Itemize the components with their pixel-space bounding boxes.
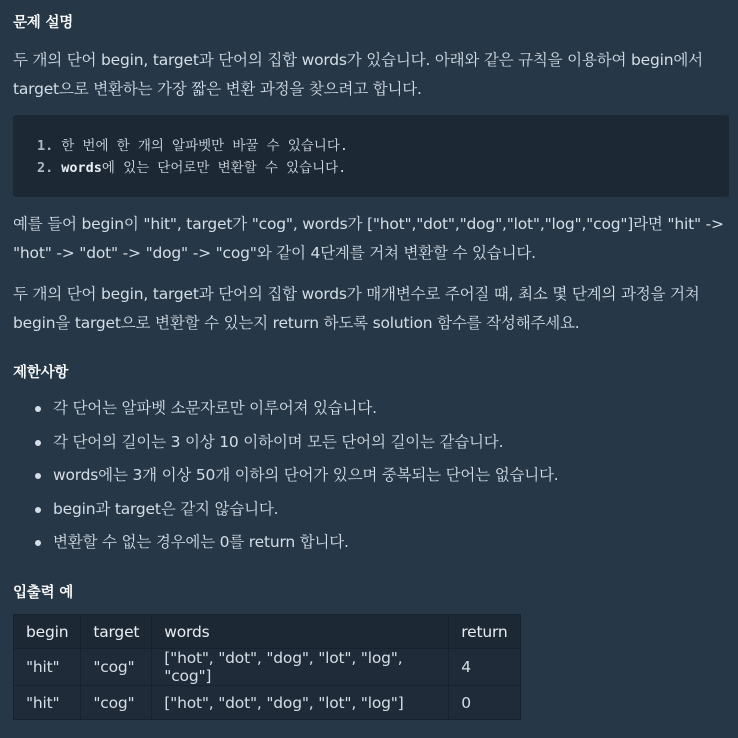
cell-return: 0 [449, 686, 520, 720]
io-example-table [13, 614, 521, 720]
task-line-1: 두 개의 단어 begin, target과 단어의 집합 words가 매개변수로 주어질 때, 최소 몇 단계의 과정을 거쳐 [13, 285, 700, 303]
intro-line-1: 두 개의 단어 begin, target과 단어의 집합 words가 있습니다. 아래와 같은 규칙을 이용하여 begin에서 [13, 51, 703, 69]
list-item: 변환할 수 없는 경우에는 0를 return 합니다. [13, 526, 725, 560]
column-header-target: target [81, 615, 152, 649]
column-header-words: words [152, 615, 449, 649]
list-item: 각 단어는 알파벳 소문자로만 이루어져 있습니다. [13, 392, 725, 426]
table-header-row [14, 615, 521, 649]
cell-return: 4 [449, 649, 520, 686]
list-item: words에는 3개 이상 50개 이하의 단어가 있으며 중복되는 단어는 없습니다. [13, 459, 725, 493]
cell-begin: "hit" [14, 649, 81, 686]
cell-target: "cog" [81, 686, 152, 720]
code-rule-number: 1. [37, 138, 54, 154]
rules-code-block [13, 115, 729, 197]
cell-target: "cog" [81, 649, 152, 686]
list-item: 각 단어의 길이는 3 이상 10 이하이며 모든 단어의 길이는 같습니다. [13, 426, 725, 460]
code-rule-keyword: words [61, 160, 102, 176]
column-header-begin: begin [14, 615, 81, 649]
cell-words: ["hot", "dot", "dog", "lot", "log"] [152, 686, 449, 720]
column-header-return: return [449, 615, 520, 649]
table-row [14, 686, 521, 720]
table-row [14, 649, 521, 686]
example-line-1: 예를 들어 begin이 "hit", target가 "cog", words가 ["hot","dot","dog","lot","log","cog"]라면 "hit" -> [13, 215, 724, 233]
problem-title: 문제 설명 [13, 15, 74, 31]
constraints-list [13, 392, 725, 560]
code-rule-text: 에 있는 단어로만 변환할 수 있습니다. [101, 160, 347, 176]
code-rule-number: 2. [37, 160, 54, 176]
problem-task [13, 280, 725, 338]
example-line-2: "hot" -> "dot" -> "dog" -> "cog"와 같이 4단계를 거쳐 변환할 수 있습니다. [13, 244, 536, 262]
intro-line-2: target으로 변환하는 가장 짧은 변환 과정을 찾으려고 합니다. [13, 80, 422, 98]
cell-words: ["hot", "dot", "dog", "lot", "log", "cog"] [152, 649, 449, 686]
list-item: begin과 target은 같지 않습니다. [13, 493, 725, 527]
io-example-title: 입출력 예 [13, 585, 74, 601]
code-rule-item [37, 157, 348, 179]
problem-intro [13, 46, 725, 104]
problem-example [13, 210, 725, 268]
task-line-2: begin을 target으로 변환할 수 있는지 return 하도록 solution 함수를 작성해주세요. [13, 314, 580, 332]
code-rule-item [37, 135, 348, 157]
cell-begin: "hit" [14, 686, 81, 720]
constraints-title: 제한사항 [13, 365, 69, 381]
code-rule-text: 한 번에 한 개의 알파벳만 바꿀 수 있습니다. [61, 138, 348, 154]
